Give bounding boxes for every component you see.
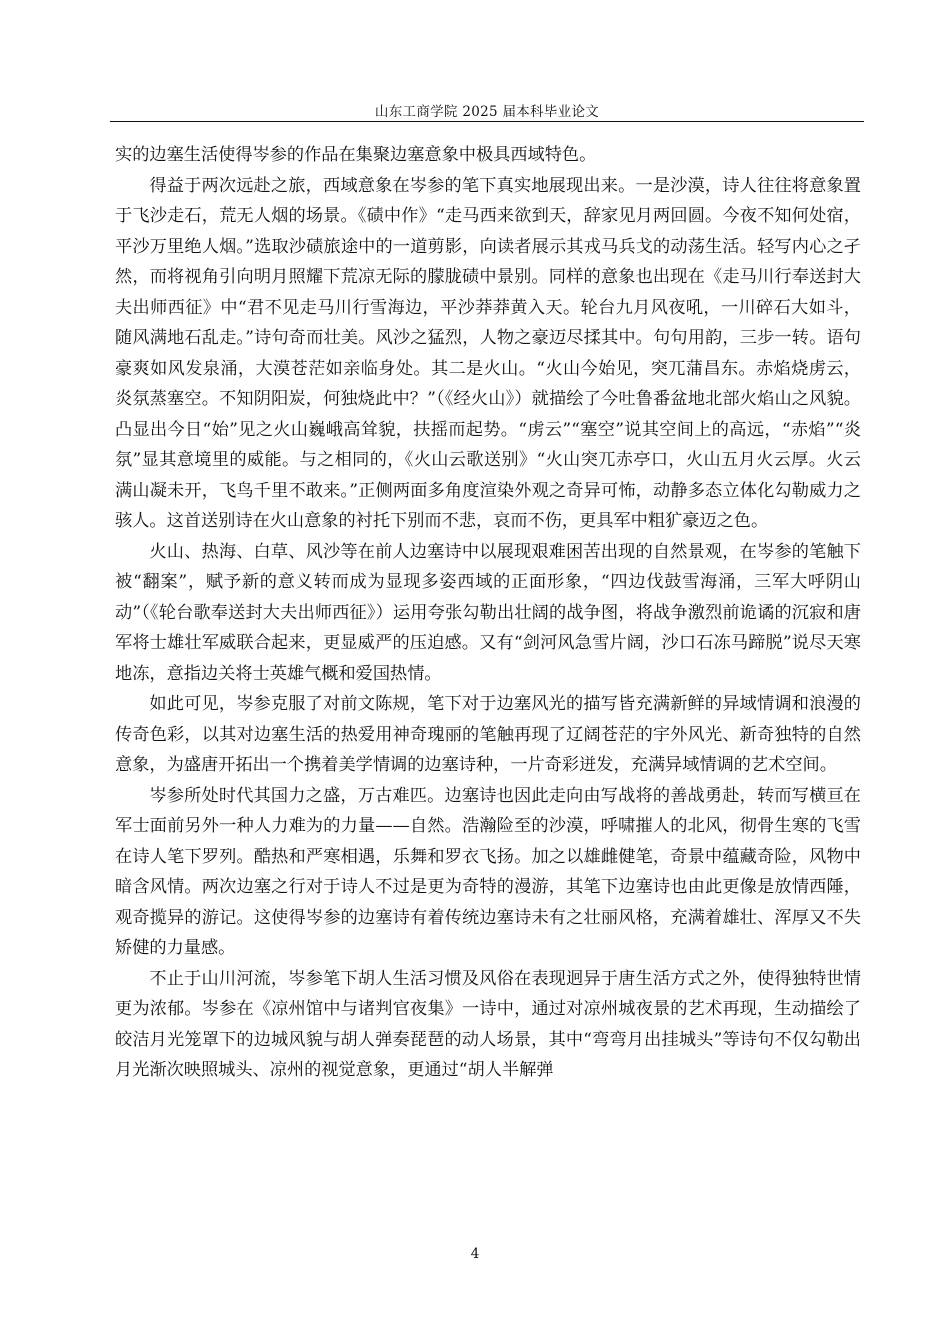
paragraph: 如此可见，岑参克服了对前文陈规，笔下对于边塞风光的描写皆充满新鲜的异域情调和浪漫的传奇色彩，以其对边塞生活的热爱用神奇瑰丽的笔触再现了辽阔苍茫的宇外风光、新奇独特的自然意象，为盛唐开拓出一个携着美学情调的边塞诗种，一片奇彩迸发，充满异域情调的艺术空间。 (115, 694, 861, 775)
paragraph: 不止于山川河流，岑参笔下胡人生活习惯及风俗在表现迥异于唐生活方式之外，使得独特世情更为浓郁。岑参在《凉州馆中与诸判官夜集》一诗中，通过对凉州城夜景的艺术再现，生动描绘了皎洁月光笼罩下的边城风貌与胡人弹奏琵琶的动人场景，其中“弯弯月出挂城头”等诗句不仅勾勒出月光渐次映照城头、凉州的视觉意象，更通过“胡人半解弹 (115, 968, 861, 1080)
paragraph: 岑参所处时代其国力之盛，万古难匹。边塞诗也因此走向由写战将的善战勇赴，转而写横亘在军士面前另外一种人力难为的力量——自然。浩瀚险至的沙漠，呼啸摧人的北风，彻骨生寒的飞雪在诗人笔下罗列。酷热和严寒相遇，乐舞和罗衣飞扬。加之以雄雌健笔，奇景中蕴藏奇险，风物中暗含风情。两次边塞之行对于诗人不过是更为奇特的漫游，其笔下边塞诗也由此更像是放情西陲，观奇揽异的游记。这使得岑参的边塞诗有着传统边塞诗未有之壮丽风格，充满着雄壮、浑厚又不失矫健的力量感。 (115, 785, 861, 958)
paragraph: 火山、热海、白草、风沙等在前人边塞诗中以展现艰难困苦出现的自然景观，在岑参的笔触下被“翻案”，赋予新的意义转而成为显现多姿西域的正面形象，“四边伐鼓雪海涌，三军大呼阴山动”（《轮台歌奉送封大夫出师西征》）运用夸张勾勒出壮阔的战争图，将战争激烈前诡谲的沉寂和唐军将士雄壮军威联合起来，更显威严的压迫感。又有“剑河风急雪片阔，沙口石冻马蹄脱”说尽天寒地冻，意指边关将士英雄气概和爱国热情。 (115, 541, 861, 684)
page-number: 4 (470, 1246, 480, 1262)
body-text (115, 140, 861, 1086)
paragraph: 得益于两次远赴之旅，西域意象在岑参的笔下真实地展现出来。一是沙漠，诗人往往将意象置于飞沙走石，荒无人烟的场景。《碛中作》“走马西来欲到天，辞家见月两回圆。今夜不知何处宿，平沙万里绝人烟。”选取沙碛旅途中的一道剪影，向读者展示其戎马兵戈的动荡生活。轻写内心之孑然，而将视角引向明月照耀下荒凉无际的朦胧碛中景别。同样的意象也出现在《走马川行奉送封大夫出师西征》中“君不见走马川行雪海边，平沙莽莽黄入天。轮台九月风夜吼，一川碎石大如斗，随风满地石乱走。”诗句奇而壮美。风沙之猛烈，人物之豪迈尽揉其中。句句用韵，三步一转。语句豪爽如风发泉涌，大漠苍茫如亲临身处。其二是火山。“火山今始见，突兀蒲昌东。赤焰烧虏云，炎氛蒸塞空。不知阴阳炭，何独烧此中？”（《经火山》）就描绘了今吐鲁番盆地北部火焰山之风貌。凸显出今日“始”见之火山巍峨高耸貌，扶摇而起势。“虏云”“塞空”说其空间上的高远，“赤焰”“炎氛”显其意境里的威能。与之相同的，《火山云歌送别》“火山突兀赤亭口，火山五月火云厚。火云满山凝未开，飞鸟千里不敢来。”正侧两面多角度渲染外观之奇异可怖，动静多态立体化勾勒威力之骇人。这首送别诗在火山意象的衬托下别而不悲，哀而不伤，更具军中粗犷豪迈之色。 (115, 175, 861, 531)
paragraph: 实的边塞生活使得岑参的作品在集聚边塞意象中极具西域特色。 (115, 145, 597, 165)
header-rule (110, 121, 864, 122)
page-header: 山东工商学院 2025 届本科毕业论文 (374, 104, 600, 120)
